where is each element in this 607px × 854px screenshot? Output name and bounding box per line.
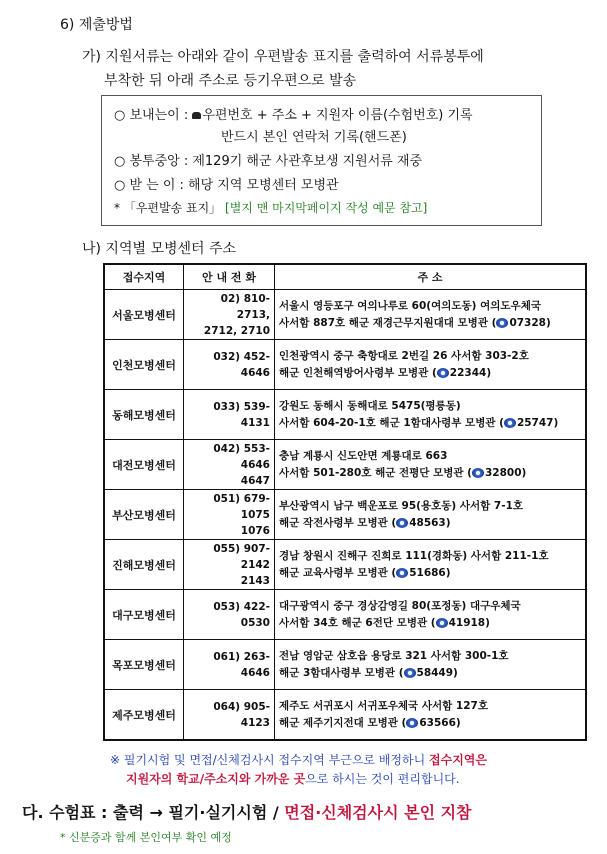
header-phone: 안 내 전 화 bbox=[184, 264, 275, 290]
postal-code: 25747 bbox=[516, 416, 554, 429]
table-row bbox=[104, 640, 586, 690]
center-name: 서울모병센터 bbox=[104, 290, 184, 340]
table-row bbox=[104, 290, 586, 340]
postal-code-icon bbox=[437, 368, 449, 378]
address-line2: 사서함 34호 해군 6전단 모병관 ( bbox=[279, 616, 436, 629]
center-address bbox=[275, 540, 587, 590]
center-phone: 055) 907-2142 2143 bbox=[184, 540, 275, 590]
center-name: 대전모병센터 bbox=[104, 440, 184, 490]
item-ga-line1: 가) 지원서류는 아래와 같이 우편발송 표지를 출력하여 서류봉투에 bbox=[82, 49, 484, 65]
center-name: 부산모병센터 bbox=[104, 490, 184, 540]
footnote: * 신분증과 함께 본인여부 확인 예정 bbox=[60, 831, 232, 844]
recipient-line: ○ 받 는 이 : 해당 지역 모병센터 모병관 bbox=[114, 178, 339, 193]
cover-note-ref: [별지 맨 마지막페이지 작성 예문 참고] bbox=[225, 201, 428, 215]
center-address bbox=[275, 690, 587, 741]
center-address bbox=[275, 290, 587, 340]
table-header-row bbox=[104, 264, 586, 290]
postal-code: 32800 bbox=[485, 466, 522, 479]
table-row bbox=[104, 690, 586, 741]
postal-code-icon bbox=[404, 668, 416, 678]
sender-label: ○ 보내는이 : bbox=[114, 108, 189, 123]
address-close: ) bbox=[453, 666, 458, 679]
address-line1: 제주도 서귀포시 서귀포우체국 사서함 127호 bbox=[279, 699, 488, 712]
table-row bbox=[104, 540, 586, 590]
cover-note-prefix: * 「우편발송 표지」 bbox=[114, 201, 222, 215]
phone-icon bbox=[192, 112, 201, 119]
address-line1: 대구광역시 중구 경상감영길 80(포정동) 대구우체국 bbox=[279, 599, 521, 612]
header-region: 접수지역 bbox=[104, 264, 184, 290]
center-phone: 033) 539-4131 bbox=[184, 390, 275, 440]
center-address bbox=[275, 590, 587, 640]
center-name: 목포모병센터 bbox=[104, 640, 184, 690]
address-close: ) bbox=[445, 566, 451, 579]
center-address bbox=[275, 490, 587, 540]
sender-value: 우편번호 + 주소 + 지원자 이름(수험번호) 기록 bbox=[202, 108, 473, 123]
note-text: ※ 필기시험 및 면접/신체검사시 접수지역 부근으로 배정하니 bbox=[110, 753, 430, 767]
center-phone: 064) 905-4123 bbox=[184, 690, 275, 741]
table-row bbox=[104, 340, 586, 390]
section-da-text: 다. 수험표 : 출력 → 필기·실기시험 / bbox=[22, 803, 285, 822]
center-name: 인천모병센터 bbox=[104, 340, 184, 390]
center-phone: 053) 422-0530 bbox=[184, 590, 275, 640]
postal-code-icon bbox=[406, 718, 418, 728]
postal-code-icon bbox=[504, 418, 516, 428]
section-da-emphasis: 면접·신체검사시 본인 지참 bbox=[284, 803, 472, 822]
mailing-instructions-box bbox=[101, 95, 542, 226]
center-address bbox=[275, 640, 587, 690]
center-name: 진해모병센터 bbox=[104, 540, 184, 590]
section-heading-da bbox=[22, 800, 472, 823]
postal-code: 41918 bbox=[448, 616, 486, 629]
center-phone: 032) 452-4646 bbox=[184, 340, 275, 390]
center-address bbox=[275, 390, 587, 440]
address-line2: 해군 작전사령부 모병관 ( bbox=[279, 516, 397, 529]
postal-code: 63566 bbox=[419, 716, 456, 729]
header-address: 주 소 bbox=[275, 264, 587, 290]
address-line2: 사서함 501-280호 해군 전평단 모병관 ( bbox=[279, 466, 472, 479]
address-line2: 사서함 604-20-1호 해군 1함대사령부 모병관 ( bbox=[279, 416, 504, 429]
address-line2: 해군 제주기지전대 모병관 ( bbox=[279, 716, 407, 729]
address-line2: 해군 인천해역방어사령부 모병관 ( bbox=[279, 366, 437, 379]
note-line2 bbox=[126, 770, 460, 787]
postal-code: 48563 bbox=[409, 516, 446, 529]
center-address bbox=[275, 440, 587, 490]
address-close: ) bbox=[485, 616, 490, 629]
cover-note-line bbox=[114, 199, 427, 216]
postal-code: 22344 bbox=[449, 366, 487, 379]
address-line1: 인천광역시 중구 축항대로 2번길 26 사서함 303-2호 bbox=[279, 349, 529, 362]
center-name: 제주모병센터 bbox=[104, 690, 184, 741]
address-line2: 해군 3함대사령부 모병관 ( bbox=[279, 666, 404, 679]
envelope-center-line: ○ 봉투중앙 : 제129기 해군 사관후보생 지원서류 재중 bbox=[114, 154, 423, 169]
postal-code: 07328 bbox=[509, 316, 546, 329]
postal-code-icon bbox=[436, 618, 448, 628]
postal-code: 51686 bbox=[409, 566, 446, 579]
center-phone: 061) 263-4646 bbox=[184, 640, 275, 690]
address-close: ) bbox=[445, 516, 451, 529]
item-na: 나) 지역별 모병센터 주소 bbox=[82, 241, 237, 257]
address-line2: 사서함 887호 해군 재경근무지원대대 모병관 ( bbox=[279, 316, 497, 329]
center-name: 동해모병센터 bbox=[104, 390, 184, 440]
address-close: ) bbox=[553, 416, 559, 429]
note-emphasis: 접수지역은 bbox=[429, 753, 487, 767]
center-name: 대구모병센터 bbox=[104, 590, 184, 640]
address-line1: 부산광역시 남구 백운포로 95(용호동) 사서함 7-1호 bbox=[279, 499, 524, 512]
item-ga-line2: 부착한 뒤 아래 주소로 등기우편으로 발송 bbox=[104, 73, 357, 89]
address-close: ) bbox=[455, 716, 461, 729]
address-line1: 전남 영암군 삼호읍 용당로 321 사서함 300-1호 bbox=[279, 649, 509, 662]
table-row bbox=[104, 440, 586, 490]
center-phone: 02) 810-2713, 2712, 2710 bbox=[184, 290, 275, 340]
table-row bbox=[104, 490, 586, 540]
postal-code-icon bbox=[496, 318, 508, 328]
address-line1: 강원도 동해시 동해대로 5475(평릉동) bbox=[279, 399, 461, 412]
sender-line2: 반드시 본인 연락처 기록(핸드폰) bbox=[221, 130, 407, 145]
postal-code: 58449 bbox=[416, 666, 454, 679]
address-close: ) bbox=[545, 316, 551, 329]
address-close: ) bbox=[486, 366, 492, 379]
sender-line bbox=[114, 104, 473, 123]
postal-code-icon bbox=[396, 568, 408, 578]
address-line1: 충남 계룡시 신도안면 계룡대로 663 bbox=[279, 449, 448, 462]
center-phone: 042) 553-4646 4647 bbox=[184, 440, 275, 490]
table-row bbox=[104, 390, 586, 440]
center-address bbox=[275, 340, 587, 390]
postal-code-icon bbox=[472, 468, 484, 478]
note-emphasis2: 지원자의 학교/주소지와 가까운 곳 bbox=[126, 772, 306, 786]
address-close: ) bbox=[521, 466, 527, 479]
address-line1: 서울시 영등포구 여의나루로 60(여의도동) 여의도우체국 bbox=[279, 299, 541, 312]
table-row bbox=[104, 590, 586, 640]
address-line2: 해군 교육사령부 모병관 ( bbox=[279, 566, 397, 579]
address-line1: 경남 창원시 진해구 진희로 111(경화동) 사서함 211-1호 bbox=[279, 549, 549, 562]
postal-code-icon bbox=[396, 518, 408, 528]
note-line1 bbox=[110, 751, 487, 768]
recruiting-centers-table bbox=[103, 263, 587, 741]
center-phone: 051) 679-1075 1076 bbox=[184, 490, 275, 540]
section-heading-6: 6) 제출방법 bbox=[60, 17, 133, 33]
note-text2: 으로 하시는 것이 편리합니다. bbox=[305, 772, 460, 786]
